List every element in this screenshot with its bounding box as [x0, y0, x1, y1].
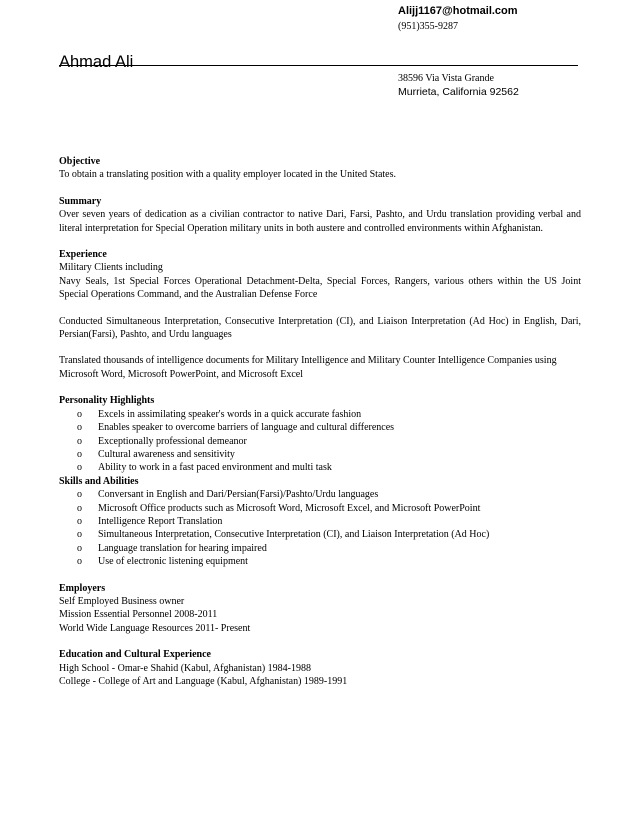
list-item: o Ability to work in a fast paced environment and multi task — [77, 462, 332, 474]
employers-section — [59, 582, 581, 636]
list-item: o Enables speaker to overcome barriers of language and cultural differences — [77, 422, 395, 434]
education-heading: Education and Cultural Experience — [59, 649, 211, 661]
list-item: Mission Essential Personnel 2008-2011 — [59, 609, 218, 621]
bullet-marker: o — [77, 422, 82, 434]
list-item: o Language translation for hearing impaired — [77, 542, 267, 554]
objective-text: To obtain a translating position with a quality employer located in the United States. — [59, 169, 397, 181]
list-item: o Conversant in English and Dari/Persian(Farsi)/Pashto/Urdu languages — [77, 489, 379, 501]
list-item: World Wide Language Resources 2011- Present — [59, 622, 251, 634]
summary-text: Over seven years of dedication as a civilian contractor to native Dari, Farsi, Pashto, and Urdu translation providing verbal and literal interpretation for Special Operation military units in both austere and controlled environments within Afghanistan. — [59, 209, 581, 234]
list-item: o Microsoft Office products such as Microsoft Word, Microsoft Excel, and Microsoft PowerPoint — [77, 502, 481, 514]
summary-section — [59, 195, 581, 235]
list-item: o Exceptionally professional demeanor — [77, 435, 247, 447]
list-item: o Excels in assimilating speaker's words in a quick accurate fashion — [77, 408, 362, 420]
list-item: Self Employed Business owner — [59, 595, 185, 607]
bullet-marker: o — [77, 489, 82, 501]
personality-list — [59, 408, 581, 475]
address-line-1: 38596 Via Vista Grande — [398, 73, 494, 84]
header-divider — [59, 65, 578, 66]
experience-section — [59, 248, 581, 381]
skills-list — [59, 488, 581, 568]
bullet-marker: o — [77, 515, 82, 527]
list-item: o Intelligence Report Translation — [77, 515, 223, 527]
bullet-marker: o — [77, 502, 82, 514]
experience-translation: Translated thousands of intelligence documents for Military Intelligence and Military Counter Intelligence Companies using Microsoft Word, Microsoft PowerPoint, and Microsoft Excel — [59, 355, 557, 380]
bullet-marker: o — [77, 408, 82, 420]
clients-list: Navy Seals, 1st Special Forces Operational Detachment-Delta, Special Forces, Rangers, various others within the US Joint Special Operations Command, and the Australian Defense Force — [59, 275, 581, 301]
list-item: College - College of Art and Language (Kabul, Afghanistan) 1989-1991 — [59, 676, 348, 687]
objective-heading: Objective — [59, 156, 101, 167]
skills-section — [59, 475, 581, 569]
address-line-2: Murrieta, California 92562 — [398, 86, 519, 98]
skills-heading: Skills and Abilities — [59, 475, 139, 487]
phone-number: (951)355-9287 — [398, 21, 458, 32]
experience-heading: Experience — [59, 249, 107, 261]
personality-section — [59, 394, 581, 474]
bullet-marker: o — [77, 556, 82, 568]
list-item: o Use of electronic listening equipment — [77, 556, 248, 568]
objective-section — [59, 155, 581, 182]
email-address: Alijj1167@hotmail.com — [398, 5, 518, 17]
list-item: o Simultaneous Interpretation, Consecutive Interpretation (CI), and Liaison Interpretation (Ad Hoc) — [77, 529, 490, 541]
bullet-marker: o — [77, 462, 82, 474]
bullet-marker: o — [77, 448, 82, 460]
clients-intro: Military Clients including — [59, 262, 163, 274]
bullet-marker: o — [77, 542, 82, 554]
bullet-marker: o — [77, 435, 82, 447]
applicant-name: Ahmad Ali — [59, 53, 134, 71]
resume-body — [59, 155, 581, 688]
bullet-marker: o — [77, 529, 82, 541]
education-section — [59, 648, 581, 688]
list-item: o Cultural awareness and sensitivity — [77, 448, 235, 460]
personality-heading: Personality Highlights — [59, 395, 155, 407]
list-item: High School - Omar-e Shahid (Kabul, Afghanistan) 1984-1988 — [59, 662, 311, 674]
employers-heading: Employers — [59, 582, 106, 594]
experience-interpretation: Conducted Simultaneous Interpretation, Consecutive Interpretation (CI), and Liaison Interpretation (Ad Hoc) in English, Dari, Persian(Farsi), Pashto, and Urdu languages — [59, 315, 581, 341]
summary-heading: Summary — [59, 195, 102, 207]
